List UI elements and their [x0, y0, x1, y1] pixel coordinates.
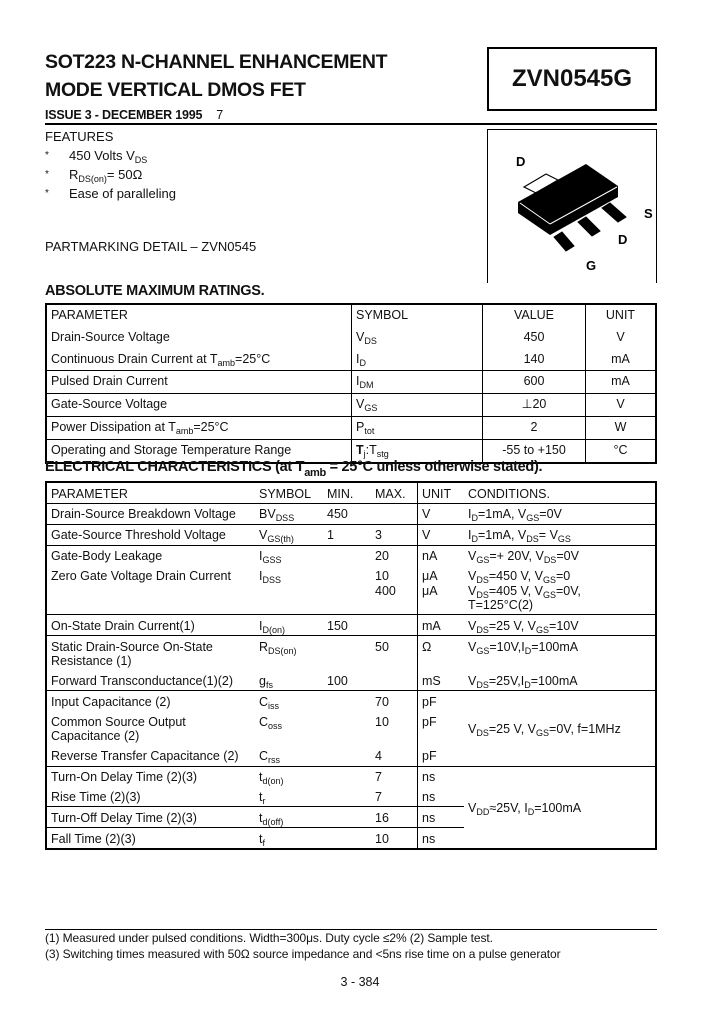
symbol-cell: $C_{iss}$ [255, 691, 323, 711]
symbol-cell: $I_D$ [352, 349, 483, 371]
table-row [46, 566, 656, 615]
unit-cell: V [418, 503, 465, 524]
unit-cell: mA [611, 351, 630, 366]
conditions-cell: $I_D=1mA$, $V_{GS}=0V$ [464, 503, 656, 524]
conditions-cell: $V_{DS}=25V,I_D=100mA$ [468, 674, 578, 691]
part-number-box [487, 47, 657, 111]
value-cell: 2 [483, 416, 586, 439]
param-cell: Drain-Source Voltage [46, 327, 352, 349]
param-cell: Rise Time (2)(3) [51, 790, 141, 804]
param-cell: Gate-Body Leakage [46, 545, 255, 565]
unit-cell: ns [418, 807, 465, 828]
absolute-max-heading: ABSOLUTE MAXIMUM RATINGS. [45, 283, 265, 299]
symbol-cell: $C_{oss}$ [259, 714, 283, 731]
param-cell: Reverse Transfer Capacitance (2) [51, 749, 239, 764]
max-cell: 10 400 [371, 566, 418, 615]
symbol-cell: $V_{GS}$ [352, 394, 483, 417]
symbol-cell: $P_{tot}$ [352, 416, 483, 439]
conditions-cell: $V_{DS}=25$ V, $V_{GS}=0V$, f=1MHz [464, 691, 656, 766]
param-cell: Power Dissipation at $T_{amb}=25^\circ C$ [46, 416, 352, 439]
table-row [46, 671, 656, 691]
conditions-cell: $V_{DS}=25$ V, $V_{GS}=10V$ [464, 615, 656, 636]
max-cell: 50 [371, 636, 418, 671]
footnote-1: (1) Measured under pulsed conditions. Width=300μs. Duty cycle ≤2% (2) Sample test. [45, 931, 493, 945]
param-cell: Input Capacitance (2) [46, 691, 255, 711]
footnote-3: (3) Switching times measured with 50Ω source impedance and <5ns rise time on a pulse generator [45, 947, 561, 961]
symbol-cell: $t_r$ [259, 790, 266, 806]
symbol-cell: $t_{d(on)}$ [255, 766, 323, 786]
feature-item [45, 146, 176, 165]
max-cell [371, 615, 418, 636]
col-header: CONDITIONS. [468, 486, 550, 501]
min-cell [323, 545, 371, 565]
features-heading: FEATURES [45, 129, 114, 144]
table-row [46, 327, 656, 349]
feature-text: R [69, 167, 79, 182]
min-cell: 150 [323, 615, 371, 636]
param-cell: Common Source Output Capacitance (2) [51, 714, 186, 744]
symbol-cell: $t_f$ [255, 828, 323, 849]
symbol-cell: $I_{D(on)}$ [255, 615, 323, 636]
col-header: VALUE [483, 304, 586, 327]
max-cell: 4 [371, 746, 418, 766]
symbol-cell: $I_{DSS}$ [259, 569, 281, 586]
param-cell: Turn-On Delay Time (2)(3) [46, 766, 255, 786]
table-row [46, 503, 656, 524]
footnote-rule [45, 929, 657, 930]
feature-sub: DS [134, 155, 148, 165]
col-header: SYMBOL [259, 486, 312, 501]
conditions-cell: $V_{DS}=450$ V, $V_{GS}=0$ $V_{DS}=405$ V, $V_{GS}=0V$, T=125°C(2) [468, 569, 581, 612]
table-row [46, 766, 656, 786]
min-cell [323, 746, 371, 766]
table-header-row [46, 304, 656, 327]
symbol-cell: $BV_{DSS}$ [255, 503, 323, 524]
unit-cell: V [418, 524, 465, 545]
max-cell: 16 [371, 807, 418, 828]
feature-item [45, 165, 176, 184]
bullet-icon: * [45, 169, 49, 180]
param-cell: Forward Transconductance(1)(2) [51, 674, 234, 689]
symbol-cell: $V_{DS}$ [352, 327, 483, 349]
symbol-cell: $t_{d(off)}$ [255, 807, 323, 828]
param-cell: Operating and Storage Temperature Range [46, 439, 352, 462]
param-cell: Turn-Off Delay Time (2)(3) [46, 807, 255, 828]
col-header: MIN. [327, 486, 354, 501]
col-header: SYMBOL [352, 304, 483, 327]
table-row [46, 394, 656, 417]
feature-text: Ease of paralleling [69, 186, 176, 201]
param-cell: Continuous Drain Current at $T_{amb}=25^\circ C$ [46, 349, 352, 371]
value-cell: 140 [483, 349, 586, 371]
sot223-package-icon [488, 130, 656, 282]
issue-suffix: 7 [216, 108, 224, 122]
conditions-cell: $V_{DD}\approx 25V$, $I_D=100mA$ [464, 766, 656, 849]
symbol-cell: $V_{GS(th)}$ [255, 524, 323, 545]
min-cell [323, 636, 371, 671]
unit-cell: pF [418, 691, 465, 711]
electrical-heading: ELECTRICAL CHARACTERISTICS (at $T_{amb} = 25^\circ C$ unless otherwise stated). [45, 459, 543, 479]
col-header: PARAMETER [46, 304, 352, 327]
min-cell: 1 [323, 524, 371, 545]
min-cell [323, 711, 371, 745]
unit-cell: W [586, 416, 657, 439]
absolute-max-table [45, 303, 657, 464]
min-cell [323, 766, 371, 786]
title-line-1: SOT223 N-CHANNEL ENHANCEMENT [45, 51, 388, 73]
unit-cell: pF [422, 749, 437, 764]
conditions-cell: $V_{GS}=+ 20V$, $V_{DS}=0V$ [464, 545, 656, 565]
feature-text: 450 Volts V [69, 148, 135, 163]
max-cell: 20 [371, 545, 418, 565]
bullet-icon: * [45, 150, 49, 161]
partmarking-detail: PARTMARKING DETAIL – ZVN0545 [45, 239, 257, 254]
param-cell: Gate-Source Voltage [46, 394, 352, 417]
min-cell [323, 566, 371, 615]
unit-cell: ns [418, 766, 465, 786]
table-row [46, 524, 656, 545]
param-cell: Fall Time (2)(3) [46, 828, 255, 849]
part-number: ZVN0545G [511, 65, 633, 92]
symbol-cell: $I_{GSS}$ [255, 545, 323, 565]
unit-cell: mS [422, 674, 441, 689]
issue-text: ISSUE 3 - DECEMBER 1995 [45, 108, 203, 122]
svg-text:G: G [586, 258, 597, 273]
param-cell: Static Drain-Source On-State Resistance (1) [46, 636, 255, 671]
min-cell [323, 787, 371, 807]
table-header-row [46, 482, 656, 503]
unit-cell: °C [586, 439, 657, 462]
svg-text:D: D [618, 232, 628, 247]
min-cell: 100 [327, 674, 348, 689]
conditions-cell: $V_{GS}=10V,I_D=100mA$ [464, 636, 656, 671]
col-header: UNIT [605, 308, 636, 322]
unit-cell: V [616, 329, 625, 344]
symbol-cell: $R_{DS(on)}$ [255, 636, 323, 671]
param-cell: Zero Gate Voltage Drain Current [51, 569, 231, 584]
symbol-cell: $T_j:T_{stg}$ [352, 439, 483, 462]
col-header: MAX. [371, 482, 418, 503]
unit-cell: V [586, 394, 657, 417]
max-cell: 7 [371, 766, 418, 786]
table-row [46, 349, 656, 371]
max-cell: 10 [371, 828, 418, 849]
svg-text:D: D [516, 154, 526, 169]
col-header: UNIT [422, 486, 452, 501]
unit-cell: μA μA [422, 569, 438, 598]
unit-cell: nA [418, 545, 465, 565]
symbol-cell: $C_{rss}$ [259, 749, 281, 766]
max-cell: 3 [371, 524, 418, 545]
value-cell: 450 [483, 327, 586, 349]
unit-cell: ns [418, 828, 465, 849]
table-row [46, 615, 656, 636]
value-cell: ⊥20 [483, 394, 586, 417]
table-row [46, 416, 656, 439]
table-row [46, 371, 656, 394]
issue-line [45, 108, 223, 122]
unit-cell: Ω [418, 636, 465, 671]
unit-cell: pF [422, 714, 437, 729]
col-header: PARAMETER [51, 486, 128, 501]
electrical-characteristics-table [45, 481, 657, 850]
max-cell: 10 [371, 711, 418, 745]
unit-cell: mA [586, 371, 657, 394]
symbol-cell: $g_{fs}$ [259, 674, 273, 691]
param-cell: Drain-Source Breakdown Voltage [46, 503, 255, 524]
header-rule [45, 123, 657, 125]
min-cell [323, 828, 371, 849]
feature-text-post: = 50Ω [106, 167, 143, 182]
features-section [45, 127, 176, 203]
max-cell: 70 [371, 691, 418, 711]
value-cell: 600 [483, 371, 586, 394]
table-row [46, 545, 656, 565]
title-line-2: MODE VERTICAL DMOS FET [45, 79, 306, 101]
bullet-icon: * [45, 188, 49, 199]
max-cell [371, 503, 418, 524]
min-cell [323, 691, 371, 711]
max-cell [371, 671, 418, 691]
page-number: 3 - 384 [340, 975, 380, 989]
table-row [46, 691, 656, 711]
unit-cell: mA [418, 615, 465, 636]
param-cell: Pulsed Drain Current [46, 371, 352, 394]
package-drawing-box [487, 129, 657, 283]
conditions-cell: $I_D=1mA$, $V_{DS}= V_{GS}$ [464, 524, 656, 545]
param-cell: On-State Drain Current(1) [46, 615, 255, 636]
min-cell: 450 [323, 503, 371, 524]
max-cell: 7 [371, 787, 418, 807]
param-cell: Gate-Source Threshold Voltage [46, 524, 255, 545]
feature-sub: DS(on) [78, 174, 107, 184]
table-row [46, 636, 656, 671]
min-cell [323, 807, 371, 828]
feature-item [45, 184, 176, 203]
unit-cell: ns [422, 790, 436, 804]
svg-text:S: S [644, 206, 653, 221]
symbol-cell: $I_{DM}$ [352, 371, 483, 394]
value-cell: -55 to +150 [483, 439, 586, 462]
